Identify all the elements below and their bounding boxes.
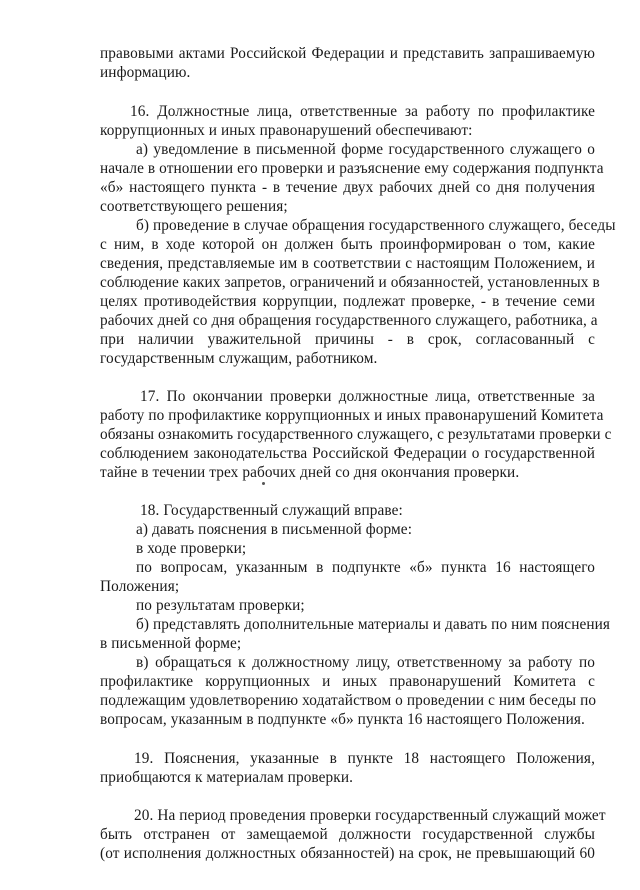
paragraph-line: б) представлять дополнительные материалы и давать по ним пояснения xyxy=(136,616,611,633)
paragraph-line: соблюдением законодательства Российской Федерации о государственной xyxy=(100,445,595,462)
paragraph-line: при наличии уважительной причины - в срок, согласованный с xyxy=(100,331,595,348)
paragraph-line: вопросам, указанным в подпункте «б» пункта 16 настоящего Положения. xyxy=(100,711,585,728)
paragraph-line: в) обращаться к должностному лицу, ответственному за работу по xyxy=(136,654,595,671)
paragraph-line: рабочих дней со дня обращения государственного служащего, работника, а xyxy=(100,312,598,329)
paragraph-line: правовыми актами Российской Федерации и представить запрашиваемую xyxy=(100,45,595,62)
paragraph-line: Положения; xyxy=(100,578,180,595)
paragraph-line: обязаны ознакомить государственного служащего, с результатами проверки с xyxy=(100,426,612,443)
paragraph-line: тайне в течении трех рабочих дней со дня окончания проверки. xyxy=(100,464,520,481)
paragraph-line: сведения, представляемые им в соответствии с настоящим Положением, и xyxy=(100,255,595,272)
paragraph-line: с ним, в ходе которой он должен быть проинформирован о том, какие xyxy=(100,236,595,253)
paragraph-line: подлежащим удовлетворению ходатайством о проведении с ним беседы по xyxy=(100,692,597,709)
scan-speck xyxy=(262,482,265,485)
paragraph-line: 19. Пояснения, указанные в пункте 18 настоящего Положения, xyxy=(134,750,595,767)
paragraph-line: в письменной форме; xyxy=(100,635,242,652)
paragraph-line: «б» настоящего пункта - в течение двух рабочих дней со дня получения xyxy=(100,179,595,196)
paragraph-line: информацию. xyxy=(100,64,191,81)
paragraph-line: в ходе проверки; xyxy=(136,540,247,557)
paragraph-line: начале в отношении его проверки и разъяснение ему содержания подпункта xyxy=(100,160,604,177)
paragraph-line: целях противодействия коррупции, подлежат проверке, - в течение семи xyxy=(100,293,595,310)
paragraph-line: 20. На период проведения проверки государственный служащий может xyxy=(134,807,606,824)
paragraph-line: быть отстранен от замещаемой должности государственной службы xyxy=(100,826,595,843)
paragraph-line: профилактике коррупционных и иных правонарушений Комитета с xyxy=(100,673,595,690)
paragraph-line: по вопросам, указанным в подпункте «б» пункта 16 настоящего xyxy=(136,559,595,576)
paragraph-line: приобщаются к материалам проверки. xyxy=(100,769,354,786)
paragraph-line: 18. Государственный служащий вправе: xyxy=(140,502,403,519)
paragraph-line: а) уведомление в письменной форме государственного служащего о xyxy=(136,141,595,158)
paragraph-line: 16. Должностные лица, ответственные за работу по профилактике xyxy=(130,103,595,120)
paragraph-line: (от исполнения должностных обязанностей) на срок, не превышающий 60 xyxy=(100,845,595,862)
paragraph-line: по результатам проверки; xyxy=(136,597,305,614)
paragraph-line: 17. По окончании проверки должностные лица, ответственные за xyxy=(140,388,595,405)
paragraph-line: коррупционных и иных правонарушений обеспечивают: xyxy=(100,122,473,139)
paragraph-line: б) проведение в случае обращения государственного служащего, беседы xyxy=(136,217,616,234)
paragraph-line: соблюдение каких запретов, ограничений и обязанностей, установленных в xyxy=(100,274,600,291)
paragraph-line: работу по профилактике коррупционных и иных правонарушений Комитета xyxy=(100,407,604,424)
paragraph-line: а) давать пояснения в письменной форме: xyxy=(136,521,413,538)
paragraph-line: соответствующего решения; xyxy=(100,198,288,215)
paragraph-line: государственным служащим, работником. xyxy=(100,350,378,367)
